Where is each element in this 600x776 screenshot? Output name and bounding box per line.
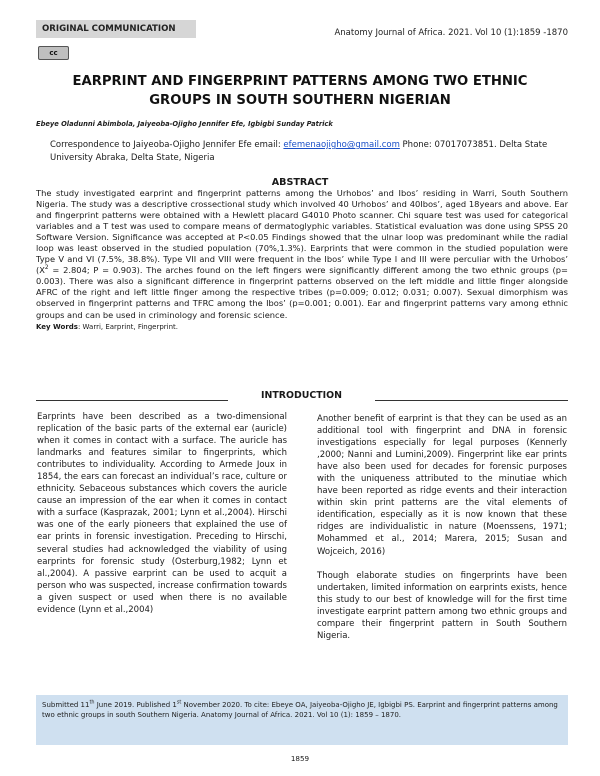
journal-reference: Anatomy Journal of Africa. 2021. Vol 10 (1):1859 -1870 xyxy=(334,28,568,38)
citation-footer: Submitted 11th June 2019. Published 1st November 2020. To cite: Ebeye OA, Jaiyeoba-Ojigho JE, Igbigbi PS. Earprint and fingerprint patterns among two ethnic groups in south Southern Nigeria. Anatomy Journal of Africa. 2021. Vol 10 (1): 1859 – 1870. xyxy=(36,695,568,745)
correspondence-suffix: Phone: 07017073851. Delta State University Abraka, Delta State, Nigeria xyxy=(50,140,548,163)
introduction-heading: INTRODUCTION xyxy=(261,390,342,401)
heading-rule-left xyxy=(36,400,228,401)
article-title: EARPRINT AND FINGERPRINT PATTERNS AMONG TWO ETHNIC GROUPS IN SOUTH SOUTHERN NIGERIAN xyxy=(72,74,528,108)
heading-rule-right xyxy=(375,400,568,401)
author-list: Ebeye Oladunni Abimbola, Jaiyeoba-Ojigho Jennifer Efe, Igbigbi Sunday Patrick xyxy=(36,120,333,128)
page-number: 1859 xyxy=(290,754,310,763)
intro-paragraph-3: Though elaborate studies on fingerprints have been undertaken, limited information on earprints exists, hence this study to our best of knowledge will for the first time investigate earprint pattern among two ethnic groups and compare their fingerprint pattern in South Southern Nigeria. xyxy=(317,570,567,641)
correspondence-prefix: Correspondence to Jaiyeoba-Ojigho Jennifer Efe email: xyxy=(50,140,284,150)
keywords-values: : Warri, Earprint, Fingerprint. xyxy=(77,322,179,331)
introduction-left-column xyxy=(37,411,287,616)
article-type-badge: ORIGINAL COMMUNICATION xyxy=(36,20,196,38)
cc-by-license-icon: cc xyxy=(38,46,69,60)
abstract-body xyxy=(36,188,568,333)
correspondence xyxy=(50,139,570,164)
abstract-text: The study investigated earprint and fingerprint patterns among the Urhobos’ and Ibos’ residing in Warri, South Southern Nigeria. The study was a descriptive crossectional study which involved 40 Urhobos’ and 40Ibos’, aged 18years and above. Ear and fingerprint patterns were obtained with a Hewlett placard G4010 Photo scanner. Chi square test was used for categorical variables and a T test was used to compare means of dermatoglyphic variables. Statistical evaluation was done using SPSS 20 Software Version. Significance was accepted at P<0.05 Findings showed that the ulnar loop was predominant while the radial loop was least observed in the studied population (70%,1.3%). Earprints that were common in the studied population were Type V and VI (7.5%, 38.8%). Type VII and VIII were frequent in the Ibos’ while Type I and III were perculiar with the Urhobos’ ($X^2 = 2.804$; P = 0.903). The arches found on the left fingers were significantly different among the two ethnic groups (p= 0.003). There was also a significant difference in fingerprint patterns observed on the left middle and little finger alongside AFRC of the right and left little finger among the respective tribes (p=0.009; 0.012; 0.031; 0.007). Sexual dimorphism was observed in fingerprint patterns and TFRC among the Ibos’ (p=0.001; 0.001). Ear and fingerprint patterns vary among ethnic groups and can be used in criminology and forensic science. xyxy=(36,188,568,320)
abstract-heading: ABSTRACT xyxy=(271,177,329,188)
keywords xyxy=(36,322,568,333)
keywords-label: Key Words xyxy=(36,322,78,331)
intro-paragraph-1: Earprints have been described as a two-dimensional replication of the basic parts of the external ear (auricle) when it comes in contact with a surface. The auricle has landmarks and features similar to fingerprints, which contributes to individuality. According to Armede Joux in 1854, the ears can forecast an individual’s race, culture or ethnicity. Sebaceous substances which covers the auricle cause an impression of the ear when it comes in contact with a surface (Kasprazak, 2001; Lynn et al.,2004). Hirschi was one of the early pioneers that explained the use of ear prints in forensic investigation. Preceding to Hirschi, several studies had acknowledged the viability of using earprints for forensic study (Osterburg,1982; Lynn et al.,2004). A passive earprint can be used to acquit a person who was suspected, increase confirmation towards a given suspect or used when there is no available evidence (Lynn et al.,2004) xyxy=(37,412,287,615)
email-link[interactable]: efemenaojigho@gmail.com xyxy=(283,140,400,150)
intro-paragraph-2: Another benefit of earprint is that they can be used as an additional tool with fingerprint and DNA in forensic investigations especially for legal purposes (Kennerly ,2000; Nanni and Lumini,2009). Fingerprint like ear prints have also been used for decades for forensic purposes with the uniqueness attributed to the minutiae which have been reported as ridge events and their interaction within skin print patterns are the vital elements of identification, especially as it is now known that these ridges are individualistic in nature (Moenssens, 1971; Mohammed et al., 2014; Marera, 2015; Susan and Wojceich, 2016) xyxy=(317,414,567,557)
introduction-right-column xyxy=(317,413,567,642)
